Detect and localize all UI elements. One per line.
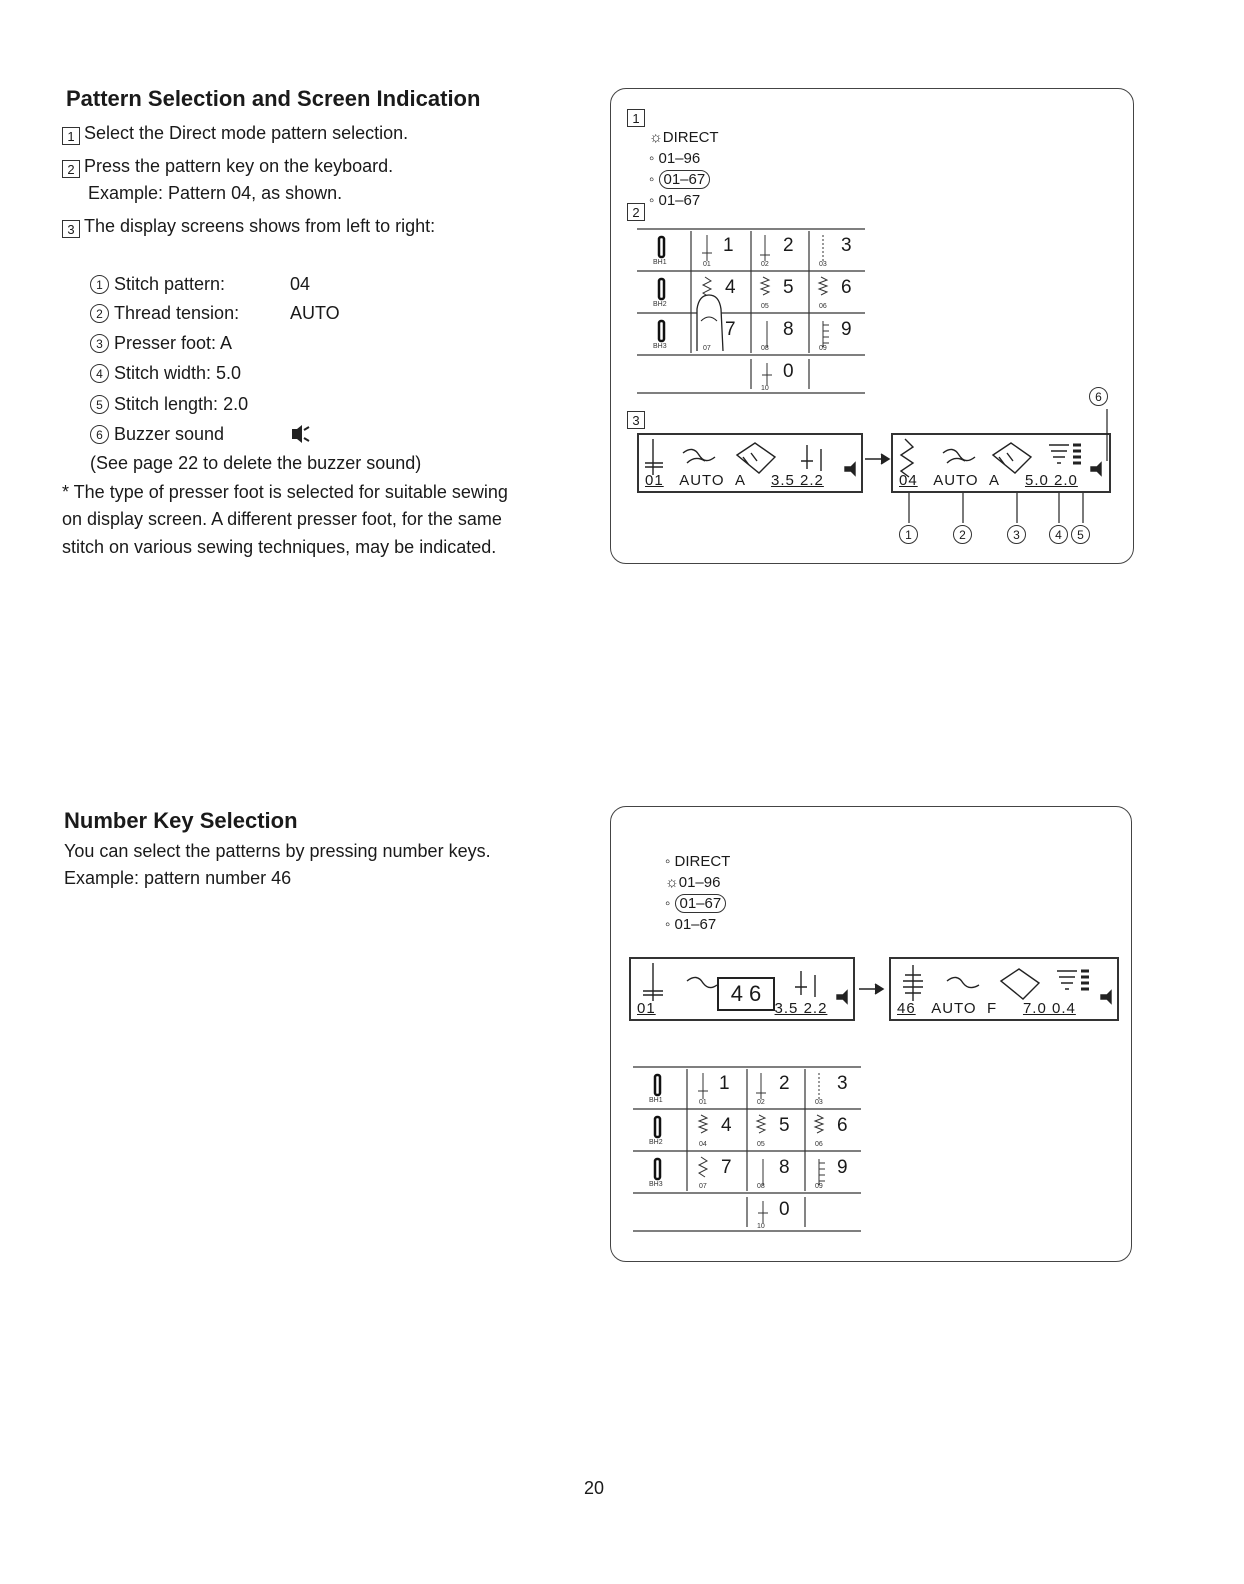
- lcd-status-line: [645, 472, 824, 489]
- mode-01-67-oval: ◦ 01–67: [665, 893, 730, 914]
- lcd-width-length: 7.0 0.4: [1022, 1000, 1076, 1017]
- code-08: 08: [761, 345, 769, 352]
- circled-number: 3: [90, 334, 109, 353]
- illustration-panel-1: [610, 88, 1134, 564]
- code-02: 02: [761, 261, 769, 268]
- code-02: 02: [757, 1099, 765, 1106]
- mode-direct: ◦ DIRECT: [665, 853, 731, 870]
- lcd-status-line: [897, 1000, 1076, 1017]
- lcd-width-length: 5.0 2.0: [1024, 472, 1078, 489]
- code-01: 01: [703, 261, 711, 268]
- item-buzzer-sound: [90, 423, 224, 445]
- code-05: 05: [761, 303, 769, 310]
- note-line-2: on display screen. A different presser foot, for the same: [62, 509, 502, 529]
- item-label: Stitch width: 5.0: [114, 363, 242, 383]
- code-05: 05: [757, 1141, 765, 1148]
- key-6[interactable]: 6: [837, 1115, 848, 1136]
- number-key-line-2: Example: pattern number 46: [64, 868, 292, 888]
- mode-list: [665, 851, 730, 935]
- buzzer-icon: [290, 425, 310, 443]
- key-5[interactable]: 5: [779, 1115, 790, 1136]
- section-title-pattern-selection: Pattern Selection and Screen Indication: [66, 86, 481, 111]
- code-07: 07: [699, 1183, 707, 1190]
- lcd-foot: A: [988, 472, 1000, 489]
- callout-5: 5: [1071, 525, 1090, 544]
- callout-3: 3: [1007, 525, 1026, 544]
- step-1: [62, 122, 408, 145]
- panel-step-box-2: 2: [627, 203, 645, 221]
- lcd-tension: AUTO: [931, 1000, 977, 1017]
- bh3-label: BH3: [653, 343, 667, 350]
- number-entry-box: 4 6: [717, 977, 775, 1011]
- mode-oval-label: 01–67: [659, 170, 711, 189]
- mode-oval-label: 01–67: [675, 894, 727, 913]
- item-value: 04: [290, 274, 311, 294]
- mode-01-67: ◦ 01–67: [665, 916, 717, 933]
- lcd-screen-before: [629, 957, 855, 1021]
- step-2: [62, 155, 393, 178]
- code-03: 03: [815, 1099, 823, 1106]
- circled-number: 1: [90, 275, 109, 294]
- item-stitch-pattern: [90, 273, 225, 295]
- bh3-label: BH3: [649, 1181, 663, 1188]
- lcd-screen-before: [637, 433, 863, 493]
- lcd-foot: F: [986, 1000, 998, 1017]
- item-value: AUTO: [290, 303, 340, 323]
- callout-leader-lines: [891, 401, 1121, 531]
- lcd-screen-after: [889, 957, 1119, 1021]
- keyboard-grid-lines: [633, 1063, 861, 1235]
- lcd-width-length: 3.5 2.2: [770, 472, 824, 489]
- item-presser-foot: [90, 332, 232, 354]
- item-thread-tension: [90, 302, 239, 324]
- item-label: Buzzer sound: [114, 424, 225, 444]
- key-1[interactable]: 1: [719, 1073, 730, 1094]
- code-06: 06: [815, 1141, 823, 1148]
- lcd-pattern-number: 46: [897, 1000, 916, 1017]
- item-label: Thread tension:: [114, 303, 240, 323]
- code-09: 09: [815, 1183, 823, 1190]
- item-stitch-length: [90, 393, 248, 415]
- item-stitch-width: [90, 362, 241, 384]
- lcd-pattern-number: 01: [645, 472, 664, 489]
- key-3[interactable]: 3: [841, 235, 852, 256]
- bh2-label: BH2: [649, 1139, 663, 1146]
- lcd-pattern-number: 04: [899, 472, 918, 489]
- mode-01-96: ◦ 01–96: [649, 150, 701, 167]
- callout-6: 6: [1089, 387, 1108, 406]
- step-number-box: 1: [62, 127, 80, 145]
- pattern-keyboard: [637, 225, 865, 397]
- callout-2: 2: [953, 525, 972, 544]
- key-2[interactable]: 2: [783, 235, 794, 256]
- see-page-note: (See page 22 to delete the buzzer sound): [90, 453, 422, 473]
- bh1-label: BH1: [653, 259, 667, 266]
- lcd-pattern-number: 01: [637, 1000, 656, 1017]
- panel-step-box-1: 1: [627, 109, 645, 127]
- key-8[interactable]: 8: [783, 319, 794, 340]
- key-4[interactable]: 4: [721, 1115, 732, 1136]
- code-07: 07: [703, 345, 711, 352]
- section-title-number-key: Number Key Selection: [64, 808, 298, 833]
- circled-number: 6: [90, 425, 109, 444]
- key-2[interactable]: 2: [779, 1073, 790, 1094]
- mode-01-67-oval: ◦ 01–67: [649, 169, 719, 190]
- circled-number: 2: [90, 304, 109, 323]
- lcd-status-line: [637, 1000, 827, 1017]
- code-09: 09: [819, 345, 827, 352]
- pattern-keyboard: [633, 1063, 861, 1235]
- key-0[interactable]: 0: [783, 361, 794, 382]
- step-text: Press the pattern key on the keyboard.: [84, 156, 394, 176]
- note-line-1: * The type of presser foot is selected for suitable sewing: [62, 482, 508, 502]
- code-03: 03: [819, 261, 827, 268]
- item-label: Stitch length: 2.0: [114, 394, 249, 414]
- code-01: 01: [699, 1099, 707, 1106]
- code-06: 06: [819, 303, 827, 310]
- callout-4: 4: [1049, 525, 1068, 544]
- item-label: Stitch pattern:: [114, 274, 226, 294]
- key-8[interactable]: 8: [779, 1157, 790, 1178]
- key-3[interactable]: 3: [837, 1073, 848, 1094]
- key-0[interactable]: 0: [779, 1199, 790, 1220]
- illustration-panel-2: [610, 806, 1132, 1262]
- code-04: 04: [699, 1141, 707, 1148]
- mode-direct: ☼DIRECT: [649, 129, 719, 146]
- panel-step-box-3: 3: [627, 411, 645, 429]
- circled-number: 4: [90, 364, 109, 383]
- key-5[interactable]: 5: [783, 277, 794, 298]
- arrow-right-icon: [859, 983, 887, 995]
- note-line-3: stitch on various sewing techniques, may be indicated.: [62, 537, 497, 557]
- keyboard-grid-lines: [637, 225, 865, 397]
- lcd-tension: AUTO: [679, 472, 725, 489]
- step-number-box: 3: [62, 220, 80, 238]
- lcd-tension: AUTO: [933, 472, 979, 489]
- key-7[interactable]: 7: [721, 1157, 732, 1178]
- bh1-label: BH1: [649, 1097, 663, 1104]
- key-6[interactable]: 6: [841, 277, 852, 298]
- circled-number: 5: [90, 395, 109, 414]
- number-key-line-1: You can select the patterns by pressing number keys.: [64, 841, 491, 861]
- lcd-width-length: 3.5 2.2: [774, 1000, 828, 1017]
- mode-01-96: ☼01–96: [665, 874, 721, 891]
- key-9[interactable]: 9: [837, 1157, 848, 1178]
- key-7[interactable]: 7: [725, 319, 736, 340]
- page-number: 20: [584, 1478, 605, 1498]
- mode-list: [649, 127, 719, 211]
- step-number-box: 2: [62, 160, 80, 178]
- code-08: 08: [757, 1183, 765, 1190]
- code-10: 10: [761, 385, 769, 392]
- code-10: 10: [757, 1223, 765, 1230]
- step-2-example: Example: Pattern 04, as shown.: [88, 183, 343, 203]
- arrow-right-icon: [865, 453, 893, 465]
- key-1[interactable]: 1: [723, 235, 734, 256]
- key-9[interactable]: 9: [841, 319, 852, 340]
- step-3: [62, 215, 435, 238]
- lcd-foot: A: [734, 472, 746, 489]
- mode-01-67: ◦ 01–67: [649, 192, 701, 209]
- callout-1: 1: [899, 525, 918, 544]
- item-label: Presser foot: A: [114, 333, 233, 353]
- key-4[interactable]: 4: [725, 277, 736, 298]
- step-text: The display screens shows from left to right:: [84, 216, 436, 236]
- bh2-label: BH2: [653, 301, 667, 308]
- step-text: Select the Direct mode pattern selection.: [84, 123, 409, 143]
